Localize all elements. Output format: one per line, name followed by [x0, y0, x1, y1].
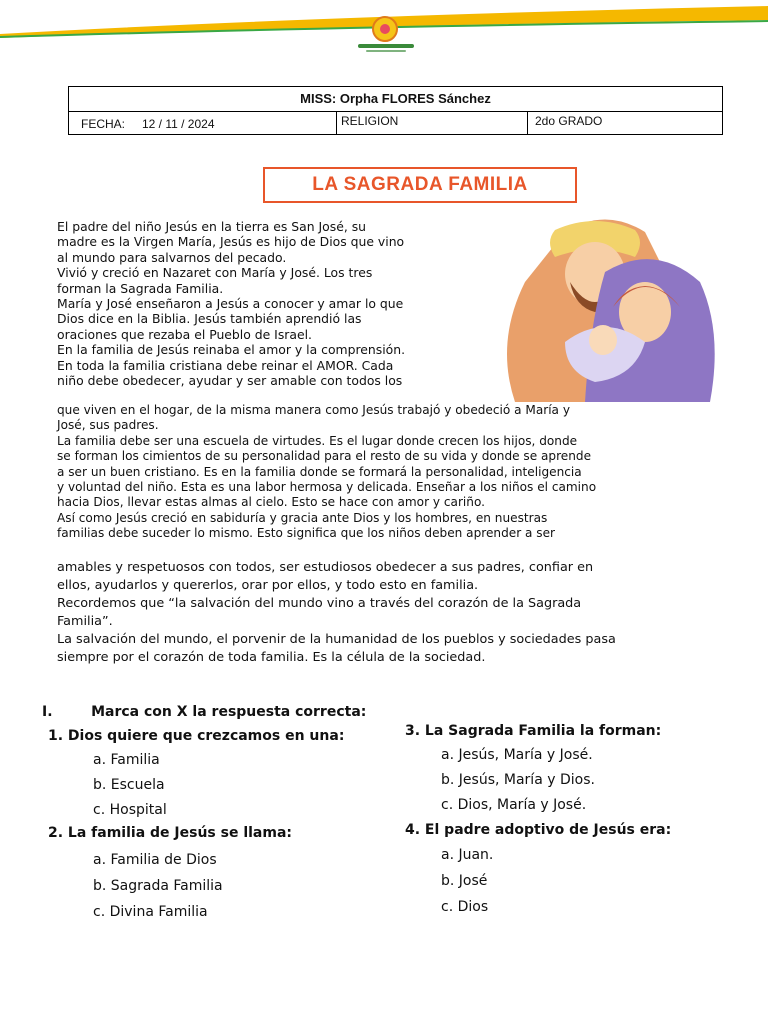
reading-line: El padre del niño Jesús en la tierra es San José, su [57, 219, 367, 234]
reading-line: al mundo para salvarnos del pecado. [57, 249, 287, 265]
question-text: 2. La familia de Jesús se llama: [48, 825, 293, 841]
holy-family-illustration [495, 212, 723, 402]
exercise-heading [42, 701, 366, 720]
reading-line: Así como Jesús creció en sabiduría y gracia ante Dios y los hombres, en nuestras [57, 510, 548, 525]
header-table [68, 86, 723, 135]
reading-line: oraciones que rezaba el Pueblo de Israel. [57, 326, 312, 342]
reading-top [57, 219, 497, 388]
school-logo [358, 14, 414, 52]
question-text: 4. El padre adoptivo de Jesús era: [405, 822, 672, 838]
exercise-heading-text: Marca con X la respuesta correcta: [91, 704, 367, 720]
reading-line: niño debe obedecer, ayudar y ser amable con todos los [57, 373, 403, 389]
answer-option[interactable]: b. Escuela [93, 777, 165, 793]
answer-option[interactable]: c. Divina Familia [93, 904, 208, 920]
reading-line: a ser un buen cristiano. Es en la familia donde se formará la personalidad, inteligencia [57, 464, 582, 479]
reading-full [57, 403, 727, 542]
reading-line: y voluntad del niño. Esta es una labor hermosa y delicada. Enseñar a los niños el camino [57, 480, 597, 495]
answer-option[interactable]: c. Dios, María y José. [441, 797, 587, 813]
reading-line: que viven en el hogar, de la misma manera como Jesús trabajó y obedeció a María y [57, 403, 570, 417]
reading-line: La familia debe ser una escuela de virtudes. Es el lugar donde crecen los hijos, donde [57, 433, 578, 448]
answer-option[interactable]: c. Hospital [93, 802, 167, 818]
reading-line: Familia”. [57, 614, 113, 629]
question-4 [405, 822, 671, 920]
question-text: 3. La Sagrada Familia la forman: [405, 723, 662, 739]
teacher-name: MISS: Orpha FLORES Sánchez [69, 87, 722, 112]
page-title: LA SAGRADA FAMILIA [263, 167, 577, 203]
reading-line: En toda la familia cristiana debe reinar el AMOR. Cada [57, 357, 394, 373]
reading-line: forman la Sagrada Familia. [57, 280, 224, 296]
reading-line: ellos, ayudarlos y quererlos, orar por ellos, y todo esto en familia. [57, 578, 479, 593]
answer-option[interactable]: a. Familia [93, 752, 160, 768]
date-value: 12 / 11 / 2024 [142, 117, 215, 131]
date-label: FECHA: [81, 117, 126, 131]
reading-line: se forman los cimientos de su personalidad para el resto de su vida y donde se aprende [57, 449, 592, 464]
answer-option[interactable]: a. Jesús, María y José. [441, 747, 593, 763]
answer-option[interactable]: a. Familia de Dios [93, 852, 217, 868]
answer-option[interactable]: a. Juan. [441, 847, 494, 863]
reading-line: En la familia de Jesús reinaba el amor y la comprensión. [57, 342, 406, 358]
question-1 [48, 728, 344, 823]
answer-option[interactable]: b. Sagrada Familia [93, 878, 223, 894]
question-text: 1. Dios quiere que crezcamos en una: [48, 728, 345, 744]
reading-large [57, 559, 727, 667]
reading-line: Recordemos que “la salvación del mundo vino a través del corazón de la Sagrada [57, 596, 582, 611]
reading-line: familias debe suceder lo mismo. Esto significa que los niños deben aprender a ser [57, 526, 555, 541]
reading-line: La salvación del mundo, el porvenir de la humanidad de los pueblos y sociedades pasa [57, 632, 616, 647]
reading-line: hacia Dios, llevar estas almas al cielo. Esto se hace con amor y cariño. [57, 495, 485, 510]
reading-line: Vivió y creció en Nazaret con María y José. Los tres [57, 265, 373, 281]
question-3 [405, 723, 661, 818]
answer-option[interactable]: b. Jesús, María y Dios. [441, 772, 595, 788]
reading-line: madre es la Virgen María, Jesús es hijo de Dios que vino [57, 234, 405, 250]
grade-cell: 2do GRADO [535, 114, 603, 128]
exercise-heading-number: I. [42, 704, 53, 720]
question-2 [48, 825, 292, 925]
reading-line: Dios dice en la Biblia. Jesús también aprendió las [57, 311, 362, 327]
answer-option[interactable]: c. Dios [441, 899, 489, 915]
answer-option[interactable]: b. José [441, 873, 488, 889]
reading-line: José, sus padres. [57, 418, 159, 433]
reading-line: María y José enseñaron a Jesús a conocer y amar lo que [57, 296, 404, 312]
reading-line: amables y respetuosos con todos, ser estudiosos obedecer a sus padres, confiar en [57, 560, 594, 575]
subject-cell: RELIGION [341, 114, 399, 128]
reading-line: siempre por el corazón de toda familia. Es la célula de la sociedad. [57, 650, 486, 665]
